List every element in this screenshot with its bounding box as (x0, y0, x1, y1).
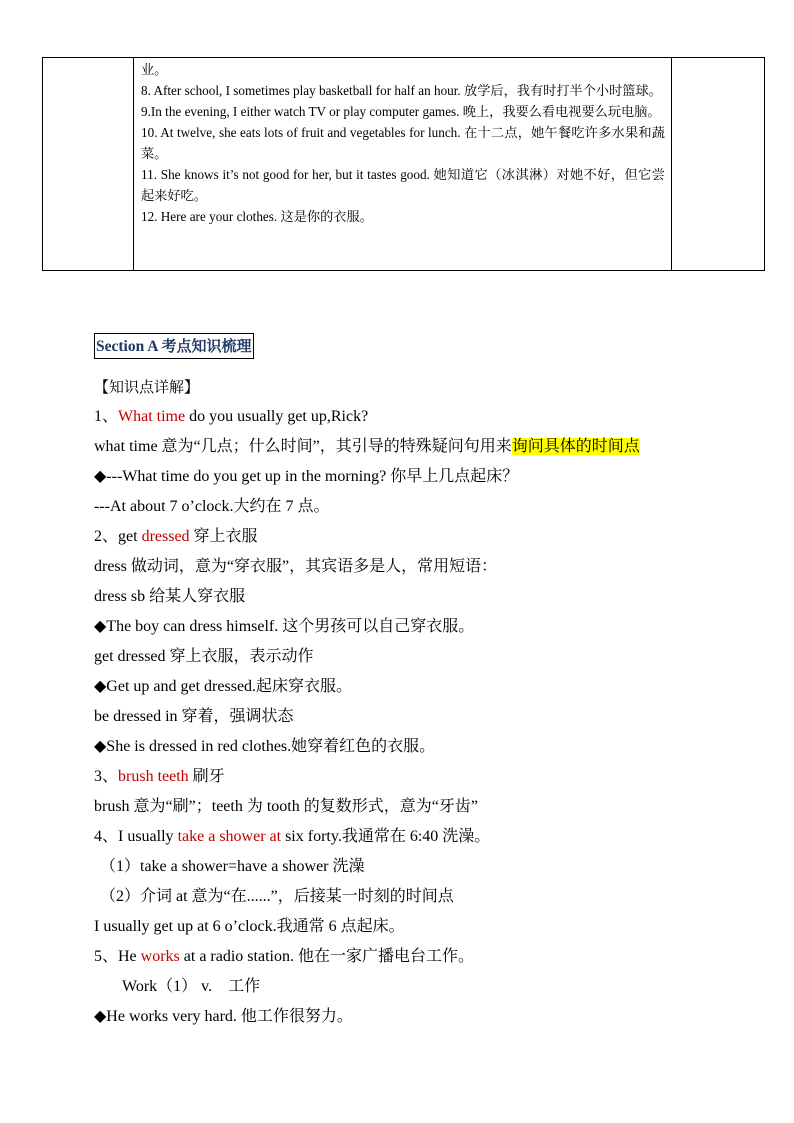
point-2 (94, 522, 706, 552)
sub-point: （1）take a shower=have a shower 洗澡 (100, 858, 365, 875)
phrase: get dressed 穿上衣服，表示动作 (94, 648, 314, 665)
point-number: 2、get (94, 528, 142, 545)
point-prefix: 4、I usually (94, 828, 178, 845)
explanation-text: what time 意为“几点；什么时间”，其引导的特殊疑问句用来 (94, 438, 512, 455)
knowledge-content (94, 372, 706, 1032)
point-text: 穿上衣服 (189, 528, 258, 545)
section-heading (94, 333, 254, 359)
phrase: be dressed in 穿着，强调状态 (94, 708, 294, 725)
keyword: works (140, 948, 180, 965)
point-text: 刷牙 (188, 768, 225, 785)
table-cell-left (43, 58, 134, 271)
point-4 (94, 822, 706, 852)
point-text: at a radio station. 他在一家广播电台工作。 (179, 948, 474, 965)
example: ◆The boy can dress himself. 这个男孩可以自己穿衣服。 (94, 618, 475, 635)
point-text: do you usually get up,Rick? (185, 408, 369, 425)
point-prefix: 5、He (94, 948, 141, 965)
phrase: dress sb 给某人穿衣服 (94, 588, 246, 605)
sentence-line: 11. She knows it’s not good for her, but it tastes good. 她知道它（冰淇淋）对她不好，但它尝起来好吃。 (141, 167, 665, 203)
point-text: six forty.我通常在 6:40 洗澡。 (281, 828, 491, 845)
explanation (94, 432, 706, 462)
keyword: What time (118, 408, 186, 425)
sentence-table (42, 57, 765, 271)
highlighted-text: 询问具体的时间点 (511, 438, 640, 455)
example: ◆Get up and get dressed.起床穿衣服。 (94, 678, 353, 695)
keyword: dressed (141, 528, 190, 545)
example: I usually get up at 6 o’clock.我通常 6 点起床。 (94, 918, 405, 935)
sentence-line: 10. At twelve, she eats lots of fruit and vegetables for lunch. 在十二点，她午餐吃许多水果和蔬菜。 (141, 125, 665, 161)
sentence-line: 9.In the evening, I either watch TV or play computer games. 晚上，我要么看电视要么玩电脑。 (141, 104, 661, 119)
sentence-line: 8. After school, I sometimes play basketball for half an hour. 放学后，我有时打半个小时篮球。 (141, 83, 662, 98)
sub-point: Work（1） v. 工作 (122, 978, 261, 995)
point-3 (94, 762, 706, 792)
example: ◆She is dressed in red clothes.她穿着红色的衣服。 (94, 738, 436, 755)
sentence-line: 12. Here are your clothes. 这是你的衣服。 (141, 209, 373, 224)
point-number: 1、 (94, 408, 119, 425)
point-number: 3、 (94, 768, 119, 785)
section-label-en: Section A (96, 338, 158, 355)
sub-point: （2）介词 at 意为“在......”，后接某一时刻的时间点 (100, 888, 454, 905)
example: ◆He works very hard. 他工作很努力。 (94, 1008, 353, 1025)
explanation: dress 做动词，意为“穿衣服”，其宾语多是人，常用短语： (94, 558, 498, 575)
example-answer: ---At about 7 o’clock.大约在 7 点。 (94, 498, 330, 515)
table-cell-right (672, 58, 765, 271)
keyword: brush teeth (118, 768, 189, 785)
point-5 (94, 942, 706, 972)
explanation: brush 意为“刷”；teeth 为 tooth 的复数形式，意为“牙齿” (94, 798, 478, 815)
subheading: 【知识点详解】 (94, 378, 200, 396)
sentence-line: 业。 (141, 62, 168, 77)
keyword: take a shower at (177, 828, 282, 845)
table-cell-sentences (134, 58, 672, 271)
point-1 (94, 402, 706, 432)
section-label-zh: 考点知识梳理 (161, 337, 252, 355)
example: ◆---What time do you get up in the morning? 你早上几点起床？ (94, 468, 519, 485)
